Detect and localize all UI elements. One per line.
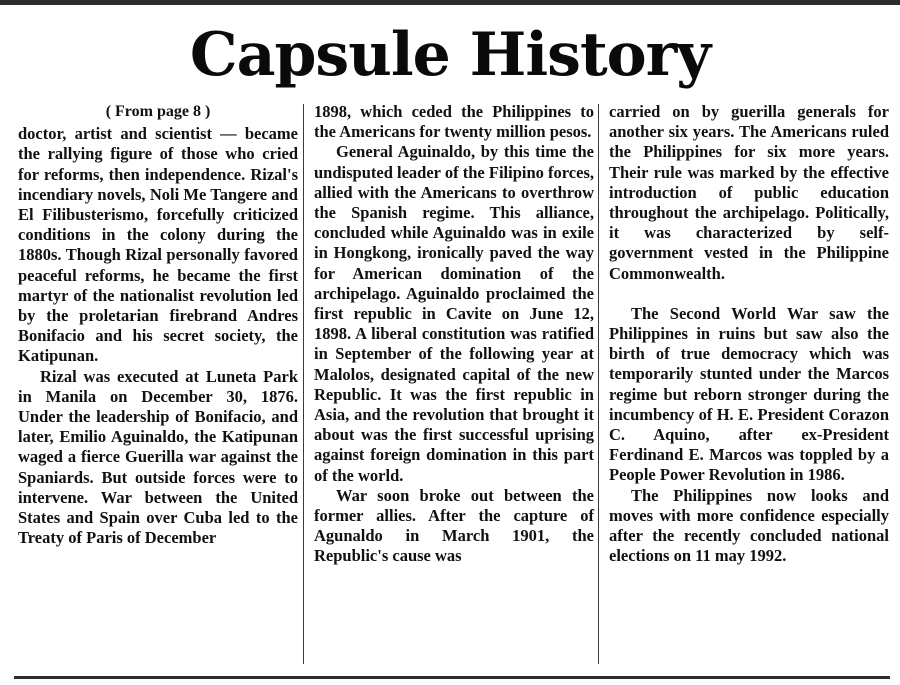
- article-column-2: [314, 102, 594, 567]
- headline: Capsule History: [189, 20, 711, 90]
- paragraph: General Aguinaldo, by this time the undisputed leader of the Filipino forces, allied with the Americans to overthrow the Spanish regime. This alliance, concluded while Aguinaldo was in exile in Hongkong, ironically paved the way for American domination of the archipelago. Aguinaldo proclaimed the first republic in Cavite on June 12, 1898. A liberal constitution was ratified in September of the following year at Malolos, designated capital of the new Republic. It was the first republic in Asia, and the revolution that brought it about was the first successful uprising against foreign domination in this part of the world.: [314, 142, 594, 485]
- article-column-3: [609, 102, 889, 566]
- paragraph: doctor, artist and scientist — became the rallying figure of those who cried for reforms, then independence. Rizal's incendiary novels, Noli Me Tangere and El Filibusterismo, forcefully criticized conditions in the colony during the 1880s. Though Rizal personally favored peaceful reforms, he became the first martyr of the nationalist revolution led by the proletarian firebrand Andres Bonifacio and his secret society, the Katipunan.: [18, 124, 298, 366]
- paragraph: carried on by guerilla generals for another six years. The Americans ruled the Philippines for six more years. Their rule was marked by the effective introduction of public education throughout the archipelago. Politically, it was characterized by self-government vested in the Philippine Commonwealth.: [609, 102, 889, 283]
- article-column-1: [18, 102, 298, 548]
- top-rule: [0, 0, 900, 5]
- paragraph: 1898, which ceded the Philippines to the Americans for twenty million pesos.: [314, 102, 594, 142]
- column-divider: [598, 104, 599, 664]
- bottom-rule: [14, 676, 890, 679]
- paragraph: The Second World War saw the Philippines in ruins but saw also the birth of true democracy which was temporarily stunted under the Marcos regime but reborn stronger during the incumbency of H. E. President Corazon C. Aquino, after ex-President Ferdinand E. Marcos was toppled by a People Power Revolution in 1986.: [609, 303, 889, 485]
- paragraph: Rizal was executed at Luneta Park in Manila on December 30, 1876. Under the leadership of Bonifacio, and later, Emilio Aguinaldo, the Katipunan waged a fierce Guerilla war against the Spaniards. But outside forces were to intervene. War between the United States and Spain over Cuba led to the Treaty of Paris of December: [18, 366, 298, 548]
- paragraph: The Philippines now looks and moves with more confidence especially after the recently concluded national elections on 11 may 1992.: [609, 485, 889, 566]
- paragraph: War soon broke out between the former allies. After the capture of Agunaldo in March 1901, the Republic's cause was: [314, 485, 594, 566]
- column-divider: [303, 104, 304, 664]
- continued-from-label: ( From page 8 ): [105, 103, 211, 120]
